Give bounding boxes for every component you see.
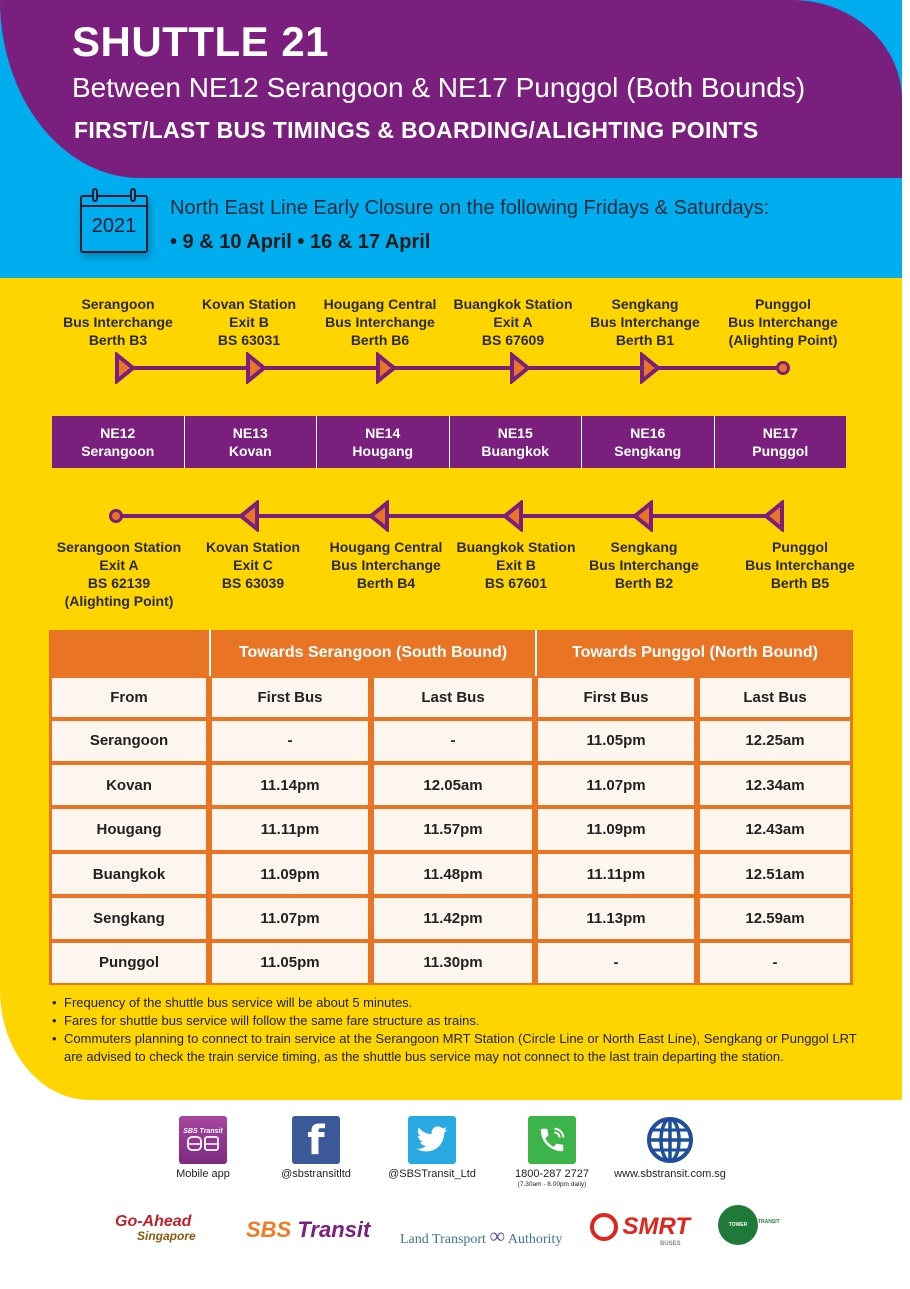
phone-link[interactable]: 1800-287 2727 (7.30am - 8.00pm daily): [508, 1116, 596, 1188]
boarding-arrow-icon: [114, 352, 136, 384]
cell-time: -: [371, 719, 535, 763]
stop-label: Punggol Bus Interchange Berth B5: [745, 539, 855, 591]
station-ne15: NE15 Buangkok: [450, 416, 583, 468]
smrt-logo: SMRT BUSES: [590, 1213, 690, 1247]
cell-time: 12.51am: [697, 852, 853, 896]
cell-time: -: [697, 941, 853, 985]
boarding-arrow-icon: [763, 500, 785, 532]
row-station: Sengkang: [49, 896, 209, 940]
column-header: Last Bus: [371, 676, 535, 718]
cell-time: 11.09pm: [535, 807, 697, 851]
cell-time: 12.43am: [697, 807, 853, 851]
calendar-icon: [80, 195, 148, 253]
cell-time: -: [209, 719, 371, 763]
column-header: Last Bus: [697, 676, 853, 718]
table-row: [49, 941, 853, 985]
alighting-point-icon: [109, 509, 123, 523]
notice-text: North East Line Early Closure on the following Fridays & Saturdays:: [170, 197, 770, 219]
table-subheader: [49, 676, 853, 718]
station-ne16: NE16 Sengkang: [582, 416, 715, 468]
table-row: [49, 852, 853, 896]
page-subtitle: Between NE12 Serangoon & NE17 Punggol (Both Bounds): [72, 72, 806, 103]
cell-time: 12.59am: [697, 896, 853, 940]
table-row: [49, 896, 853, 940]
cell-time: 12.25am: [697, 719, 853, 763]
cell-time: 11.07pm: [209, 896, 371, 940]
mobile-app-link[interactable]: SBS Transit Mobile app: [170, 1116, 236, 1180]
timings-table: [49, 630, 853, 985]
cell-time: 11.11pm: [535, 852, 697, 896]
column-header: First Bus: [209, 676, 371, 718]
tower-transit-logo: TOWER TRANSIT: [718, 1205, 758, 1245]
cell-time: 11.05pm: [209, 941, 371, 985]
note-item: • Fares for shuttle bus service will follow the same fare structure as trains.: [52, 1012, 872, 1030]
table-corner: [49, 630, 209, 676]
boarding-arrow-icon: [632, 500, 654, 532]
stop-label: Hougang Central Bus Interchange Berth B6: [323, 296, 437, 348]
stop-label: Buangkok Station Exit B BS 67601: [456, 539, 576, 591]
twitter-link[interactable]: @SBSTransit_Ltd: [386, 1116, 478, 1180]
station-ne17: NE17 Punggol: [752, 425, 809, 459]
cell-time: 11.42pm: [371, 896, 535, 940]
route-line: [117, 514, 777, 518]
twitter-icon: [408, 1116, 456, 1164]
cell-time: 11.07pm: [535, 763, 697, 807]
cell-time: 11.13pm: [535, 896, 697, 940]
stop-label: Kovan Station Exit B BS 63031: [201, 296, 297, 348]
row-station: Hougang: [49, 807, 209, 851]
cell-time: 11.30pm: [371, 941, 535, 985]
goahead-logo: Go-Ahead Singapore: [115, 1213, 196, 1243]
stop-label: Sengkang Bus Interchange Berth B2: [589, 539, 699, 591]
boarding-arrow-icon: [509, 352, 531, 384]
cell-time: 12.05am: [371, 763, 535, 807]
row-station: Punggol: [49, 941, 209, 985]
note-item: • Frequency of the shuttle bus service will be about 5 minutes.: [52, 994, 872, 1012]
table-row: [49, 763, 853, 807]
station-ne12: NE12 Serangoon: [52, 416, 185, 468]
notice-dates: • 9 & 10 April • 16 & 17 April: [170, 231, 431, 253]
stop-label: Hougang Central Bus Interchange Berth B4: [329, 539, 443, 591]
column-header: First Bus: [535, 676, 697, 718]
stop-label: Punggol Bus Interchange (Alighting Point): [728, 296, 838, 348]
station-ne13: NE13 Kovan: [185, 416, 318, 468]
boarding-arrow-icon: [639, 352, 661, 384]
stop-label: Sengkang Bus Interchange Berth B1: [590, 296, 700, 348]
boarding-arrow-icon: [502, 500, 524, 532]
cell-time: -: [535, 941, 697, 985]
stop-label: Serangoon Bus Interchange Berth B3: [63, 296, 173, 348]
alighting-point-icon: [776, 361, 790, 375]
mobile-app-icon: SBS Transit: [179, 1116, 227, 1164]
row-station: Kovan: [49, 763, 209, 807]
column-header: From: [49, 676, 209, 718]
cell-time: 11.57pm: [371, 807, 535, 851]
cell-time: 11.09pm: [209, 852, 371, 896]
globe-icon: [646, 1116, 694, 1164]
page-tagline: FIRST/LAST BUS TIMINGS & BOARDING/ALIGHTING POINTS: [74, 117, 759, 143]
north-bound-header: Towards Punggol (North Bound): [535, 630, 853, 676]
row-station: Serangoon: [49, 719, 209, 763]
cell-time: 11.48pm: [371, 852, 535, 896]
station-bar: [52, 416, 846, 468]
table-row: [49, 807, 853, 851]
stop-label: Kovan Station Exit C BS 63039: [205, 539, 301, 591]
notes-list: [52, 994, 872, 1066]
sbs-transit-logo: SBS Transit: [246, 1217, 371, 1242]
stop-label: Buangkok Station Exit A BS 67609: [453, 296, 573, 348]
row-station: Buangkok: [49, 852, 209, 896]
cell-time: 11.14pm: [209, 763, 371, 807]
boarding-arrow-icon: [368, 500, 390, 532]
boarding-arrow-icon: [238, 500, 260, 532]
partner-logos: [0, 1205, 910, 1255]
table-row: [49, 719, 853, 763]
stop-label: Serangoon Station Exit A BS 62139 (Alighting Point): [56, 539, 182, 609]
facebook-link[interactable]: f @sbstransitltd: [281, 1118, 351, 1180]
contact-bar: [0, 1116, 910, 1196]
note-item: • Commuters planning to connect to train service at the Serangoon MRT Station (Circle Line or North East Line), Sengkang or Punggol LRT are advised to check the train service timing, as the shuttle bus service may not connect to the last train departing the station.: [52, 1030, 872, 1066]
route-line: [125, 366, 783, 370]
lta-logo: Land Transport ∞ Authority: [400, 1223, 563, 1248]
cell-time: 11.11pm: [209, 807, 371, 851]
website-link[interactable]: www.sbstransit.com.sg: [610, 1116, 730, 1180]
phone-icon: [528, 1116, 576, 1164]
boarding-arrow-icon: [245, 352, 267, 384]
cell-time: 12.34am: [697, 763, 853, 807]
cell-time: 11.05pm: [535, 719, 697, 763]
facebook-icon: f: [292, 1116, 340, 1164]
page-title: SHUTTLE 21: [72, 18, 330, 65]
calendar-year: 2021: [91, 215, 137, 237]
boarding-arrow-icon: [375, 352, 397, 384]
header: [0, 0, 902, 178]
station-ne14: NE14 Hougang: [317, 416, 450, 468]
south-bound-header: Towards Serangoon (South Bound): [209, 630, 535, 676]
